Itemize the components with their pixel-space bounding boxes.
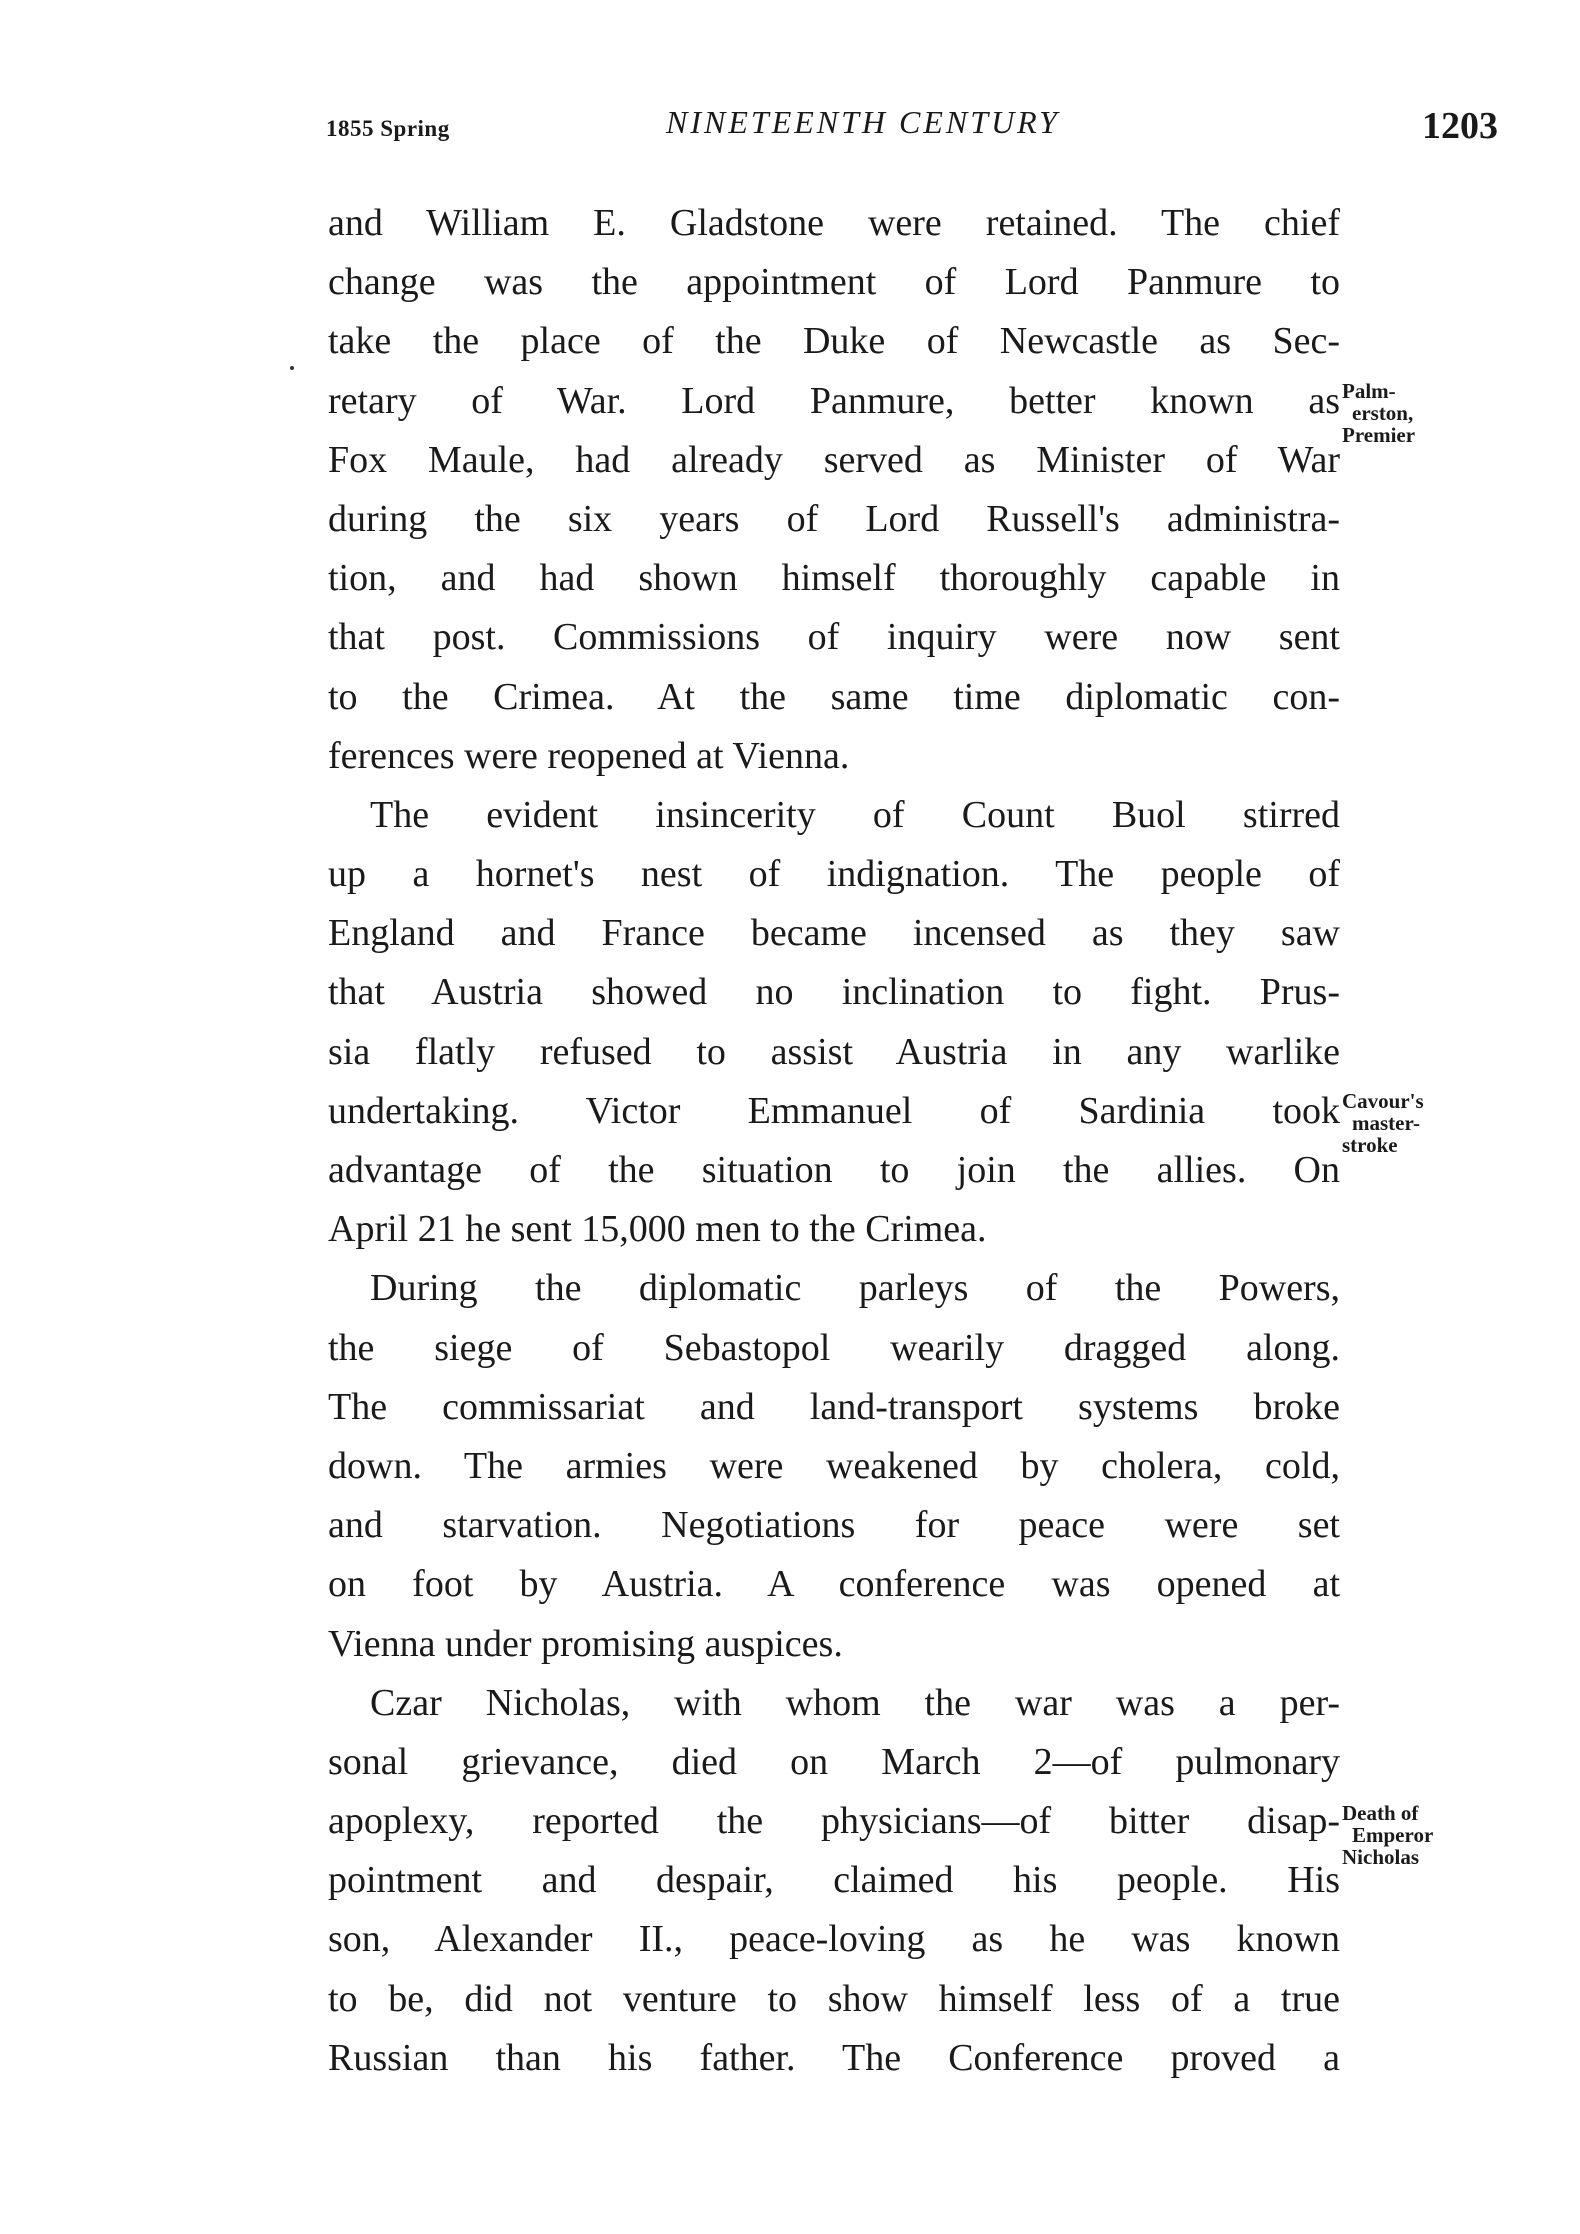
paragraph-start: Czar Nicholas, with whom the war was a per- xyxy=(370,1681,1340,1724)
text-line: down. The armies were weakened by cholera, cold, xyxy=(328,1444,1340,1487)
text-line: Vienna under promising auspices. xyxy=(328,1622,843,1665)
margin-note-line: Emperor xyxy=(1352,1823,1434,1847)
running-head-title: NINETEENTH CENTURY xyxy=(666,104,1060,140)
text-line: sia flatly refused to assist Austria in any warlike xyxy=(328,1030,1340,1073)
running-head-date: 1855 Spring xyxy=(326,116,450,141)
text-line: tion, and had shown himself thoroughly capable in xyxy=(328,557,1340,600)
margin-note-line: Cavour's xyxy=(1342,1089,1424,1113)
text-line: ferences were reopened at Vienna. xyxy=(328,734,850,777)
text-line: that Austria showed no inclination to fight. Prus- xyxy=(328,971,1340,1014)
text-line: and starvation. Negotiations for peace were set xyxy=(328,1504,1340,1547)
text-line: apoplexy, reported the physicians—of bitter disap- xyxy=(328,1800,1340,1843)
text-line: that post. Commissions of inquiry were now sent xyxy=(328,616,1340,659)
text-line: to the Crimea. At the same time diplomatic con- xyxy=(328,675,1340,718)
text-line: change was the appointment of Lord Panmure to xyxy=(328,261,1340,304)
text-line: undertaking. Victor Emmanuel of Sardinia took xyxy=(328,1089,1340,1132)
text-line: son, Alexander II., peace-loving as he was known xyxy=(328,1918,1340,1961)
running-head xyxy=(326,104,1498,152)
margin-note-line: erston, xyxy=(1352,401,1414,425)
text-line: up a hornet's nest of indignation. The people of xyxy=(328,853,1340,896)
margin-note-nicholas xyxy=(1342,1802,1433,1868)
paragraph-start: The evident insincerity of Count Buol stirred xyxy=(370,793,1340,836)
margin-note-line: stroke xyxy=(1342,1133,1398,1157)
page-number: 1203 xyxy=(1422,105,1498,147)
text-line: sonal grievance, died on March 2—of pulmonary xyxy=(328,1740,1340,1783)
body-text xyxy=(328,194,1340,2088)
margin-note-line: Palm- xyxy=(1342,379,1396,403)
text-line: Fox Maule, had already served as Minister of War xyxy=(328,438,1340,481)
text-line: take the place of the Duke of Newcastle as Sec- xyxy=(328,320,1340,363)
text-line: England and France became incensed as they saw xyxy=(328,912,1340,955)
text-line: retary of War. Lord Panmure, better known as xyxy=(328,379,1340,422)
text-line: Russian than his father. The Conference proved a xyxy=(328,2036,1340,2079)
paragraph-start: During the diplomatic parleys of the Powers, xyxy=(370,1267,1340,1310)
margin-note-cavour xyxy=(1342,1090,1424,1156)
margin-note-palmerston xyxy=(1342,380,1415,446)
margin-note-line: Death of xyxy=(1342,1801,1419,1825)
margin-note-line: Premier xyxy=(1342,423,1416,447)
print-speck xyxy=(290,366,294,370)
margin-note-line: Nicholas xyxy=(1342,1845,1420,1869)
text-line: advantage of the situation to join the allies. On xyxy=(328,1149,1340,1191)
text-line: April 21 he sent 15,000 men to the Crimea. xyxy=(328,1208,987,1251)
text-line: pointment and despair, claimed his people. His xyxy=(328,1859,1340,1902)
text-line: The commissariat and land-transport systems broke xyxy=(328,1385,1340,1428)
text-line: the siege of Sebastopol wearily dragged along. xyxy=(328,1326,1340,1369)
margin-note-line: master- xyxy=(1352,1111,1421,1135)
text-line: during the six years of Lord Russell's administra- xyxy=(328,497,1340,540)
text-line: on foot by Austria. A conference was opened at xyxy=(328,1563,1340,1606)
text-line: and William E. Gladstone were retained. The chief xyxy=(328,202,1340,244)
text-line: to be, did not venture to show himself less of a true xyxy=(328,1977,1340,2020)
